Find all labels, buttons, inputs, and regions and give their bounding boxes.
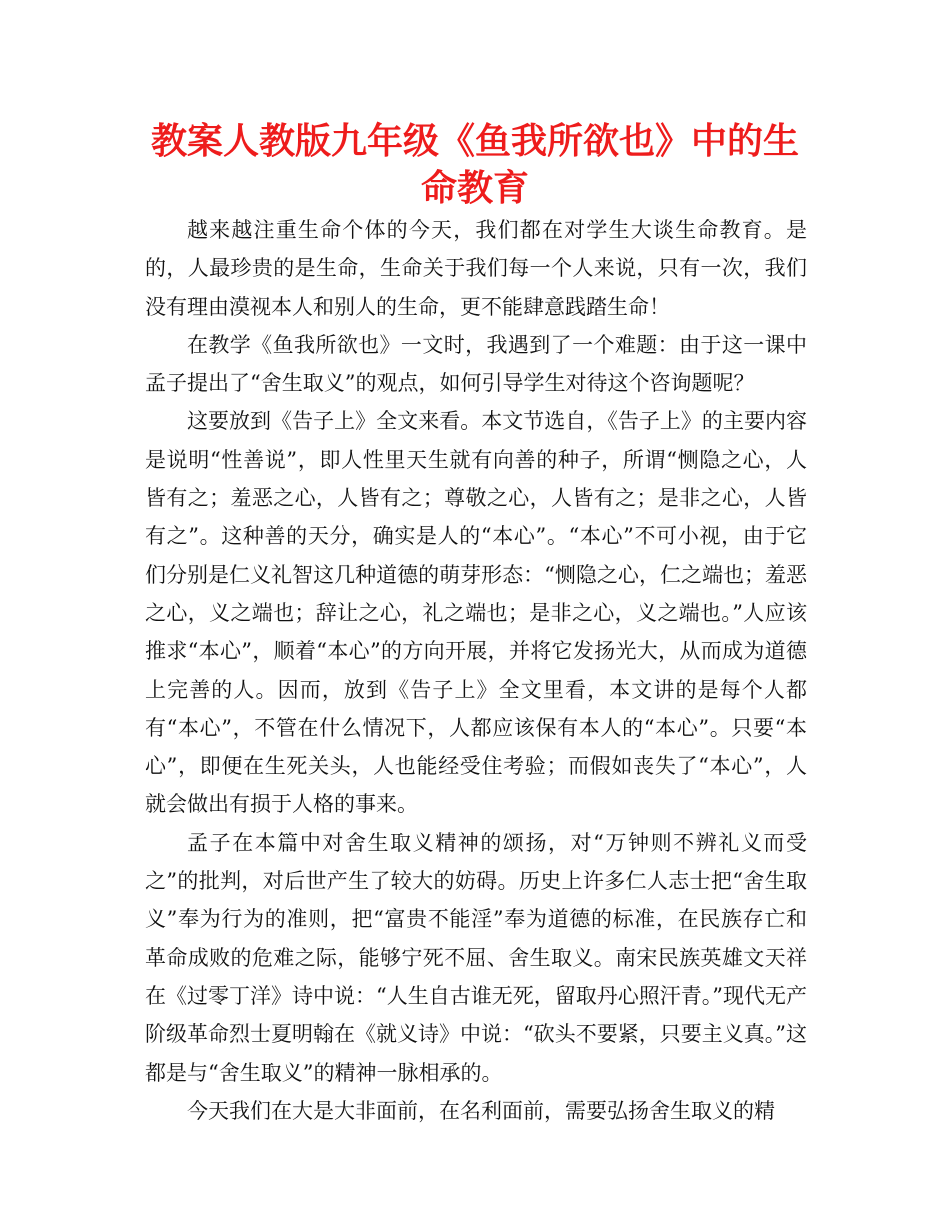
paragraph-3: 这要放到《告子上》全文来看。本文节选自，《告子上》的主要内容是说明“性善说”，即人性里天生就有向善的种子，所谓“恻隐之心，人皆有之；羞恶之心，人皆有之；尊敬之心，人皆有之；是非之心，人皆有之”。这种善的天分，确实是人的“本心”。“本心”不可小视，由于它们分别是仁义礼智这几种道德的萌芽形态：“恻隐之心，仁之端也；羞恶之心，义之端也；辞让之心，礼之端也；是非之心，义之端也。”人应该推求“本心”，顺着“本心”的方向开展，并将它发扬光大，从而成为道德上完善的人。因而，放到《告子上》全文里看，本文讲的是每个人都有“本心”，不管在什么情况下，人都应该保有本人的“本心”。只要“本心”，即便在生死关头，人也能经受住考验；而假如丧失了“本心”，人就会做出有损于人格的事来。 (145, 409, 807, 817)
document-body (145, 211, 807, 1130)
paragraph-2: 在教学《鱼我所欲也》一文时，我遇到了一个难题：由于这一课中孟子提出了“舍生取义”的观点，如何引导学生对待这个咨询题呢？ (145, 332, 807, 396)
paragraph-1: 越来越注重生命个体的今天，我们都在对学生大谈生命教育。是的，人最珍贵的是生命，生命关于我们每一个人来说，只有一次，我们没有理由漠视本人和别人的生命，更不能肆意践踏生命！ (145, 218, 807, 319)
paragraph-4: 孟子在本篇中对舍生取义精神的颂扬，对“万钟则不辨礼义而受之”的批判，对后世产生了较大的妨碍。历史上许多仁人志士把“舍生取义”奉为行为的准则，把“富贵不能淫”奉为道德的标准，在民族存亡和革命成败的危难之际，能够宁死不屈、舍生取义。南宋民族英雄文天祥在《过零丁洋》诗中说：“人生自古谁无死，留取丹心照汗青。”现代无产阶级革命烈士夏明翰在《就义诗》中说：“砍头不要紧，只要主义真。”这都是与“舍生取义”的精神一脉相承的。 (145, 830, 807, 1085)
page-title: 教案人教版九年级《鱼我所欲也》中的生命教育 (150, 121, 799, 209)
paragraph-5: 今天我们在大是大非面前，在名利面前，需要弘扬舍生取义的精 (187, 1098, 775, 1123)
